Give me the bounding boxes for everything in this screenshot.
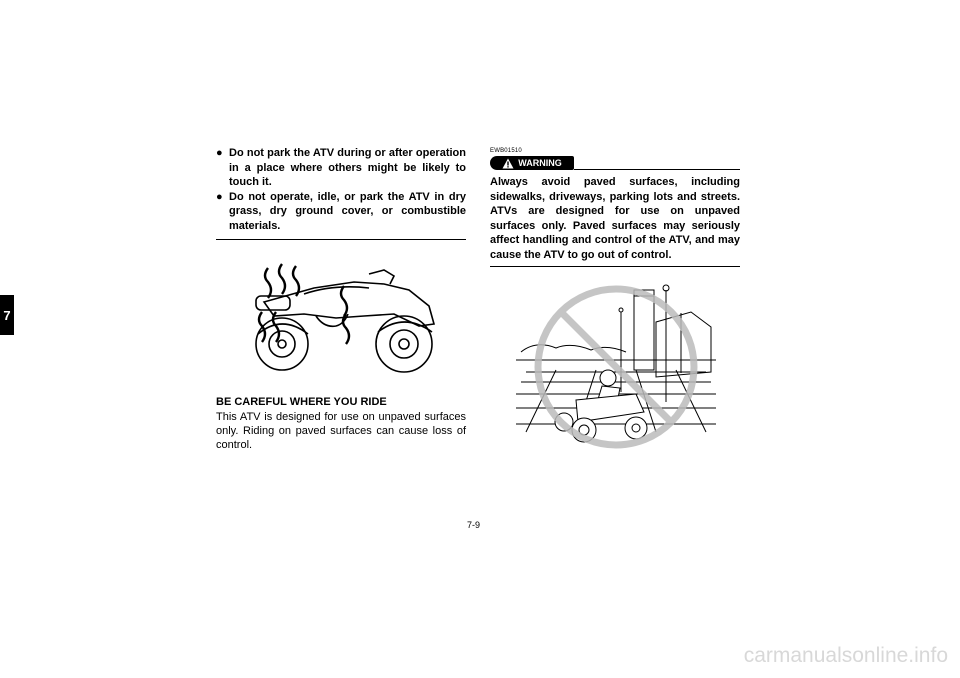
no-paved-surface-illustration	[516, 282, 716, 462]
page-number: 7-9	[467, 520, 481, 530]
section-title: BE CAREFUL WHERE YOU RIDE	[216, 396, 387, 408]
warning-code: EWB01510	[490, 148, 522, 154]
warning-header-line	[574, 157, 740, 170]
list-item	[216, 146, 466, 190]
warning-header	[490, 156, 740, 170]
list-item	[216, 190, 466, 234]
left-column	[216, 146, 466, 240]
body-text: This ATV is designed for use on unpaved surfaces only. Riding on paved surfaces can cause loss of control.	[216, 411, 466, 451]
bullet-icon: ●	[216, 147, 223, 159]
bullet-text: Do not park the ATV during or after operation in a place where others might be likely to touch it.	[229, 147, 466, 188]
bullet-text: Do not operate, idle, or park the ATV in dry grass, dry ground cover, or combustible materials.	[229, 190, 466, 232]
warning-label: WARNING	[518, 158, 562, 168]
atv-heat-illustration	[244, 254, 444, 378]
watermark: carmanualsonline.info	[743, 644, 948, 667]
warning-badge	[490, 156, 574, 170]
chapter-tab: 7	[0, 295, 14, 335]
divider	[490, 266, 740, 267]
warning-text: Always avoid paved surfaces, including sidewalks, driveways, parking lots and streets. ATVs are designed for use on unpaved surfaces only. Paved surfaces may seriously affect handling and control of the ATV, and may cause the ATV to go out of control.	[490, 176, 740, 261]
right-column	[490, 146, 740, 267]
bullet-list	[216, 146, 466, 233]
bullet-icon: ●	[216, 190, 223, 203]
divider	[216, 239, 466, 240]
warning-triangle-icon	[502, 158, 514, 169]
